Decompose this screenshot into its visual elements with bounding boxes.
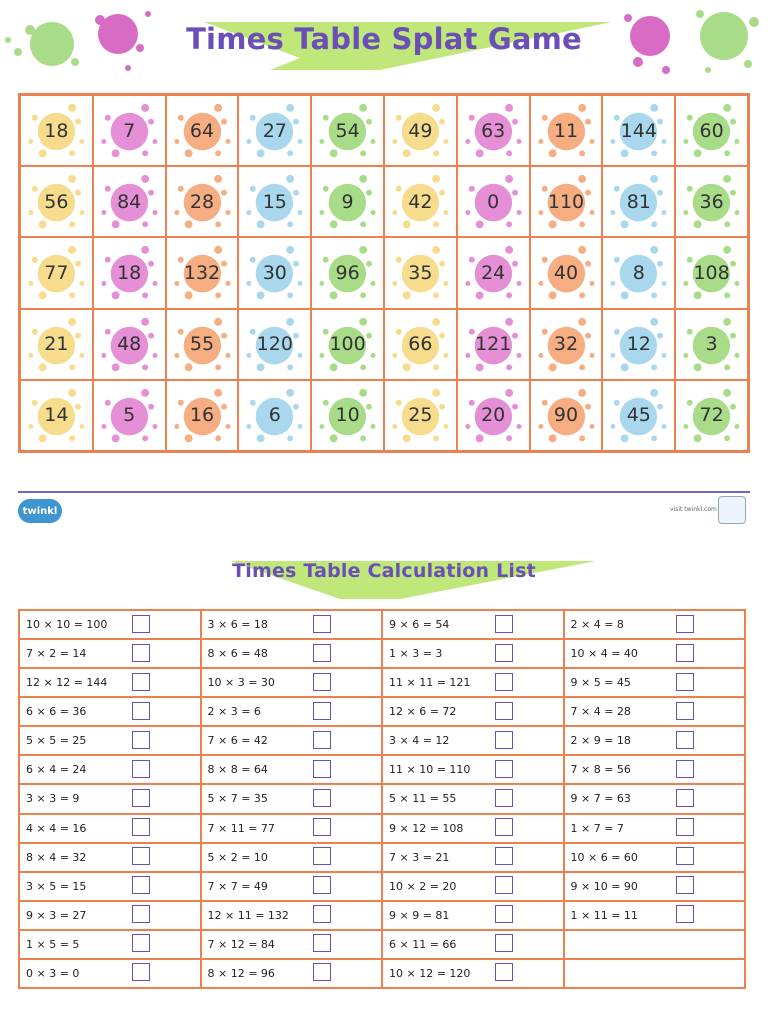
- calculation-text: 1 × 11 = 11: [570, 908, 638, 922]
- splat-cell[interactable]: [238, 380, 311, 451]
- calculation-text: 10 × 6 = 60: [570, 850, 638, 864]
- calculation-text: 5 × 7 = 35: [207, 792, 268, 806]
- splat-number: 0: [487, 190, 500, 213]
- footer-divider: [18, 491, 750, 493]
- calculation-cell: [19, 901, 201, 930]
- tick-checkbox[interactable]: [313, 615, 331, 633]
- tick-checkbox[interactable]: [676, 876, 694, 894]
- calculation-text: 1 × 5 = 5: [26, 937, 80, 951]
- tick-checkbox[interactable]: [132, 934, 150, 952]
- calculation-text: 4 × 4 = 16: [26, 821, 87, 835]
- calculation-cell: [201, 639, 383, 668]
- calculation-cell: [564, 668, 746, 697]
- splat-cell[interactable]: [311, 95, 384, 166]
- calculation-cell: [19, 784, 201, 813]
- splat-number: 66: [408, 333, 433, 356]
- calculation-cell: [564, 755, 746, 784]
- splat-cell[interactable]: [457, 237, 530, 308]
- calculation-cell: [382, 726, 564, 755]
- calculation-text: 8 × 6 = 48: [207, 647, 268, 661]
- calculation-cell: [382, 610, 564, 639]
- calculation-cell: [564, 843, 746, 872]
- splat-cell[interactable]: [675, 95, 748, 166]
- splat-cell[interactable]: [384, 166, 457, 237]
- tick-checkbox[interactable]: [313, 818, 331, 836]
- splat-cell[interactable]: [384, 380, 457, 451]
- splat-cell[interactable]: [93, 380, 166, 451]
- tick-checkbox[interactable]: [495, 905, 513, 923]
- calculation-cell: [19, 697, 201, 726]
- splat-cell[interactable]: [384, 237, 457, 308]
- splat-number: 60: [699, 119, 724, 142]
- tick-checkbox[interactable]: [132, 905, 150, 923]
- splat-cell[interactable]: [602, 309, 675, 380]
- calculation-cell: [201, 726, 383, 755]
- splat-cell[interactable]: [311, 309, 384, 380]
- tick-checkbox[interactable]: [676, 615, 694, 633]
- tick-checkbox[interactable]: [313, 847, 331, 865]
- calculation-cell: [19, 814, 201, 843]
- tick-checkbox[interactable]: [495, 615, 513, 633]
- splat-cell[interactable]: [675, 166, 748, 237]
- splat-number: 110: [547, 190, 585, 213]
- splat-cell[interactable]: [457, 309, 530, 380]
- calculation-cell: [201, 784, 383, 813]
- calculation-text: 1 × 3 = 3: [389, 647, 443, 661]
- calculation-text: 7 × 7 = 49: [207, 879, 268, 893]
- splat-number: 49: [408, 119, 433, 142]
- calculation-text: 8 × 8 = 64: [207, 763, 268, 777]
- calculation-text: 2 × 4 = 8: [570, 618, 624, 632]
- splat-number: 27: [262, 119, 287, 142]
- splat-number: 132: [183, 261, 221, 284]
- tick-checkbox[interactable]: [132, 673, 150, 691]
- splat-number: 14: [44, 404, 69, 427]
- calculation-cell: [564, 639, 746, 668]
- splat-number: 12: [626, 333, 651, 356]
- calculation-text: 6 × 6 = 36: [26, 705, 87, 719]
- splat-cell[interactable]: [675, 237, 748, 308]
- calculation-cell: [19, 639, 201, 668]
- splat-cell[interactable]: [93, 95, 166, 166]
- splat-cell[interactable]: [93, 166, 166, 237]
- calculation-cell: [19, 755, 201, 784]
- splat-number: 121: [475, 333, 512, 356]
- tick-checkbox[interactable]: [495, 818, 513, 836]
- splat-cell[interactable]: [602, 95, 675, 166]
- splat-cell[interactable]: [530, 237, 603, 308]
- calculation-text: 7 × 11 = 77: [207, 821, 275, 835]
- tick-checkbox[interactable]: [495, 644, 513, 662]
- calculation-cell: [382, 901, 564, 930]
- splat-cell[interactable]: [93, 309, 166, 380]
- calculation-cell: [201, 843, 383, 872]
- calculation-text: 7 × 2 = 14: [26, 647, 87, 661]
- calculation-cell: [564, 930, 746, 959]
- splat-cell[interactable]: [675, 380, 748, 451]
- tick-checkbox[interactable]: [313, 673, 331, 691]
- tick-checkbox[interactable]: [132, 847, 150, 865]
- splat-number: 72: [699, 404, 724, 427]
- calculation-cell: [382, 843, 564, 872]
- tick-checkbox[interactable]: [495, 847, 513, 865]
- calculation-cell: [19, 959, 201, 988]
- tick-checkbox[interactable]: [313, 789, 331, 807]
- splat-number: 11: [553, 119, 579, 142]
- calculation-text: 3 × 6 = 18: [207, 618, 268, 632]
- calculation-text: 3 × 5 = 15: [26, 879, 87, 893]
- calculation-cell: [382, 755, 564, 784]
- splat-number: 18: [117, 261, 142, 284]
- splat-number: 21: [44, 333, 69, 356]
- calculation-text: 6 × 11 = 66: [389, 937, 457, 951]
- calculation-text: 3 × 3 = 9: [26, 792, 80, 806]
- splat-cell[interactable]: [530, 166, 603, 237]
- splat-number: 108: [693, 261, 730, 284]
- calculation-text: 5 × 5 = 25: [26, 734, 87, 748]
- tick-checkbox[interactable]: [495, 760, 513, 778]
- splat-grid: [18, 93, 750, 453]
- tick-checkbox[interactable]: [132, 731, 150, 749]
- calculation-cell: [382, 697, 564, 726]
- splat-cell[interactable]: [238, 237, 311, 308]
- splat-number: 56: [44, 190, 69, 213]
- splat-cell[interactable]: [93, 237, 166, 308]
- splat-number: 7: [123, 119, 136, 142]
- calculation-cell: [564, 610, 746, 639]
- splat-cell[interactable]: [384, 95, 457, 166]
- calculation-text: 9 × 6 = 54: [389, 618, 450, 632]
- tick-checkbox[interactable]: [495, 876, 513, 894]
- tick-checkbox[interactable]: [313, 644, 331, 662]
- splat-cell[interactable]: [20, 166, 93, 237]
- calculation-cell: [201, 872, 383, 901]
- tick-checkbox[interactable]: [313, 905, 331, 923]
- calculation-text: 7 × 3 = 21: [389, 850, 450, 864]
- tick-checkbox[interactable]: [313, 702, 331, 720]
- calculation-cell: [201, 668, 383, 697]
- tick-checkbox[interactable]: [132, 644, 150, 662]
- splat-number: 24: [481, 261, 506, 284]
- calculation-text: 7 × 12 = 84: [207, 937, 275, 951]
- calculation-cell: [19, 930, 201, 959]
- calculation-cell: [382, 814, 564, 843]
- splat-cell[interactable]: [457, 95, 530, 166]
- splat-cell[interactable]: [166, 166, 239, 237]
- splat-cell[interactable]: [602, 380, 675, 451]
- twinkl-logo[interactable]: twinkl: [18, 499, 62, 523]
- calculation-cell: [382, 668, 564, 697]
- calculation-cell: [201, 697, 383, 726]
- page-title: Times Table Splat Game: [186, 22, 582, 56]
- calculation-cell: [201, 610, 383, 639]
- calculation-cell: [382, 872, 564, 901]
- splat-number: 36: [699, 190, 724, 213]
- approved-badge-icon: [718, 496, 746, 524]
- calculation-cell: [201, 930, 383, 959]
- calculation-cell: [201, 959, 383, 988]
- calculation-text: 10 × 10 = 100: [26, 618, 108, 632]
- tick-checkbox[interactable]: [132, 702, 150, 720]
- calculation-text: 8 × 12 = 96: [207, 966, 275, 980]
- splat-number: 77: [44, 261, 69, 284]
- splat-number: 30: [262, 261, 287, 284]
- calculation-text: 9 × 10 = 90: [570, 879, 638, 893]
- splat-cell[interactable]: [238, 95, 311, 166]
- calculation-text: 8 × 4 = 32: [26, 850, 87, 864]
- calculation-cell: [201, 755, 383, 784]
- calculation-text: 0 × 3 = 0: [26, 966, 80, 980]
- splat-number: 144: [620, 119, 657, 142]
- splat-cell[interactable]: [20, 380, 93, 451]
- calculation-cell: [382, 784, 564, 813]
- splat-cell[interactable]: [166, 380, 239, 451]
- splat-cell[interactable]: [166, 95, 239, 166]
- calculation-text: 7 × 6 = 42: [207, 734, 268, 748]
- tick-checkbox[interactable]: [132, 876, 150, 894]
- calculation-text: 11 × 11 = 121: [389, 676, 471, 690]
- splat-number: 45: [626, 404, 651, 427]
- splat-number: 25: [408, 404, 433, 427]
- tick-checkbox[interactable]: [313, 760, 331, 778]
- calculation-cell: [564, 726, 746, 755]
- tick-checkbox[interactable]: [676, 731, 694, 749]
- tick-checkbox[interactable]: [495, 963, 513, 981]
- splat-number: 100: [329, 333, 366, 356]
- calculation-text: 7 × 4 = 28: [570, 705, 631, 719]
- calculation-list-table: [18, 609, 746, 989]
- splat-cell[interactable]: [384, 309, 457, 380]
- splat-number: 6: [268, 404, 281, 427]
- splat-number: 35: [408, 261, 433, 284]
- calculation-cell: [201, 814, 383, 843]
- calculation-text: 10 × 12 = 120: [389, 966, 471, 980]
- calculation-list-title: Times Table Calculation List: [232, 560, 536, 582]
- calculation-cell: [382, 959, 564, 988]
- splat-number: 16: [189, 404, 215, 427]
- splat-number: 64: [189, 119, 215, 142]
- splat-number: 20: [481, 404, 506, 427]
- calculation-cell: [382, 930, 564, 959]
- splat-number: 48: [117, 333, 142, 356]
- splat-number: 55: [189, 333, 215, 356]
- calculation-cell: [19, 872, 201, 901]
- tick-checkbox[interactable]: [676, 818, 694, 836]
- visit-link[interactable]: visit twinkl.com: [670, 506, 717, 513]
- tick-checkbox[interactable]: [495, 789, 513, 807]
- splat-cell[interactable]: [311, 166, 384, 237]
- calculation-text: 10 × 4 = 40: [570, 647, 638, 661]
- tick-checkbox[interactable]: [132, 789, 150, 807]
- splat-number: 15: [262, 190, 287, 213]
- splat-number: 5: [123, 404, 136, 427]
- splat-number: 9: [341, 190, 354, 213]
- splat-cell[interactable]: [457, 380, 530, 451]
- splat-cell[interactable]: [166, 309, 239, 380]
- calculation-cell: [19, 726, 201, 755]
- calculation-cell: [19, 610, 201, 639]
- calculation-text: 10 × 2 = 20: [389, 879, 457, 893]
- calculation-text: 9 × 7 = 63: [570, 792, 631, 806]
- calculation-text: 6 × 4 = 24: [26, 763, 87, 777]
- calculation-cell: [564, 697, 746, 726]
- splat-cell[interactable]: [602, 237, 675, 308]
- splat-cell[interactable]: [675, 309, 748, 380]
- calculation-cell: [564, 959, 746, 988]
- splat-number: 18: [44, 119, 69, 142]
- splat-number: 84: [117, 190, 142, 213]
- calculation-text: 11 × 10 = 110: [389, 763, 471, 777]
- calculation-text: 9 × 12 = 108: [389, 821, 464, 835]
- calculation-cell: [19, 668, 201, 697]
- calculation-text: 2 × 3 = 6: [207, 705, 261, 719]
- calculation-cell: [564, 872, 746, 901]
- splat-number: 40: [553, 261, 579, 284]
- calculation-text: 7 × 8 = 56: [570, 763, 631, 777]
- tick-checkbox[interactable]: [676, 905, 694, 923]
- splat-cell[interactable]: [238, 166, 311, 237]
- tick-checkbox[interactable]: [495, 731, 513, 749]
- splat-cell[interactable]: [457, 166, 530, 237]
- calculation-text: 12 × 12 = 144: [26, 676, 108, 690]
- splat-cell[interactable]: [311, 380, 384, 451]
- splat-cell[interactable]: [530, 380, 603, 451]
- splat-cell[interactable]: [20, 309, 93, 380]
- splat-number: 63: [481, 119, 506, 142]
- tick-checkbox[interactable]: [676, 673, 694, 691]
- calculation-text: 9 × 3 = 27: [26, 908, 87, 922]
- splat-number: 32: [553, 333, 579, 356]
- splat-cell[interactable]: [238, 309, 311, 380]
- tick-checkbox[interactable]: [676, 644, 694, 662]
- splat-cell[interactable]: [530, 309, 603, 380]
- splat-number: 8: [632, 261, 645, 284]
- splat-number: 10: [335, 404, 360, 427]
- tick-checkbox[interactable]: [313, 934, 331, 952]
- splat-cell[interactable]: [20, 237, 93, 308]
- tick-checkbox[interactable]: [495, 934, 513, 952]
- calculation-text: 5 × 11 = 55: [389, 792, 457, 806]
- calculation-cell: [564, 814, 746, 843]
- splat-cell[interactable]: [530, 95, 603, 166]
- splat-number: 42: [408, 190, 433, 213]
- calculation-text: 9 × 9 = 81: [389, 908, 450, 922]
- calculation-cell: [19, 843, 201, 872]
- splat-number: 120: [256, 333, 293, 356]
- tick-checkbox[interactable]: [495, 702, 513, 720]
- splat-number: 28: [189, 190, 215, 213]
- splat-cell[interactable]: [311, 237, 384, 308]
- calculation-text: 2 × 9 = 18: [570, 734, 631, 748]
- tick-checkbox[interactable]: [676, 847, 694, 865]
- tick-checkbox[interactable]: [313, 876, 331, 894]
- calculation-text: 10 × 3 = 30: [207, 676, 275, 690]
- tick-checkbox[interactable]: [676, 789, 694, 807]
- splat-number: 3: [705, 333, 718, 356]
- calculation-text: 9 × 5 = 45: [570, 676, 631, 690]
- tick-checkbox[interactable]: [313, 731, 331, 749]
- tick-checkbox[interactable]: [495, 673, 513, 691]
- calculation-cell: [564, 784, 746, 813]
- calculation-text: 12 × 6 = 72: [389, 705, 457, 719]
- splat-number: 81: [626, 190, 651, 213]
- splat-cell[interactable]: [602, 166, 675, 237]
- splat-number: 96: [335, 261, 360, 284]
- tick-checkbox[interactable]: [676, 702, 694, 720]
- calculation-cell: [201, 901, 383, 930]
- calculation-text: 3 × 4 = 12: [389, 734, 450, 748]
- tick-checkbox[interactable]: [676, 760, 694, 778]
- tick-checkbox[interactable]: [132, 818, 150, 836]
- splat-cell[interactable]: [20, 95, 93, 166]
- calculation-cell: [382, 639, 564, 668]
- calculation-text: 5 × 2 = 10: [207, 850, 268, 864]
- splat-number: 90: [553, 404, 579, 427]
- calculation-text: 12 × 11 = 132: [207, 908, 289, 922]
- calculation-text: 1 × 7 = 7: [570, 821, 624, 835]
- splat-cell[interactable]: [166, 237, 239, 308]
- tick-checkbox[interactable]: [132, 760, 150, 778]
- calculation-cell: [564, 901, 746, 930]
- tick-checkbox[interactable]: [313, 963, 331, 981]
- splat-number: 54: [335, 119, 360, 142]
- tick-checkbox[interactable]: [132, 963, 150, 981]
- tick-checkbox[interactable]: [132, 615, 150, 633]
